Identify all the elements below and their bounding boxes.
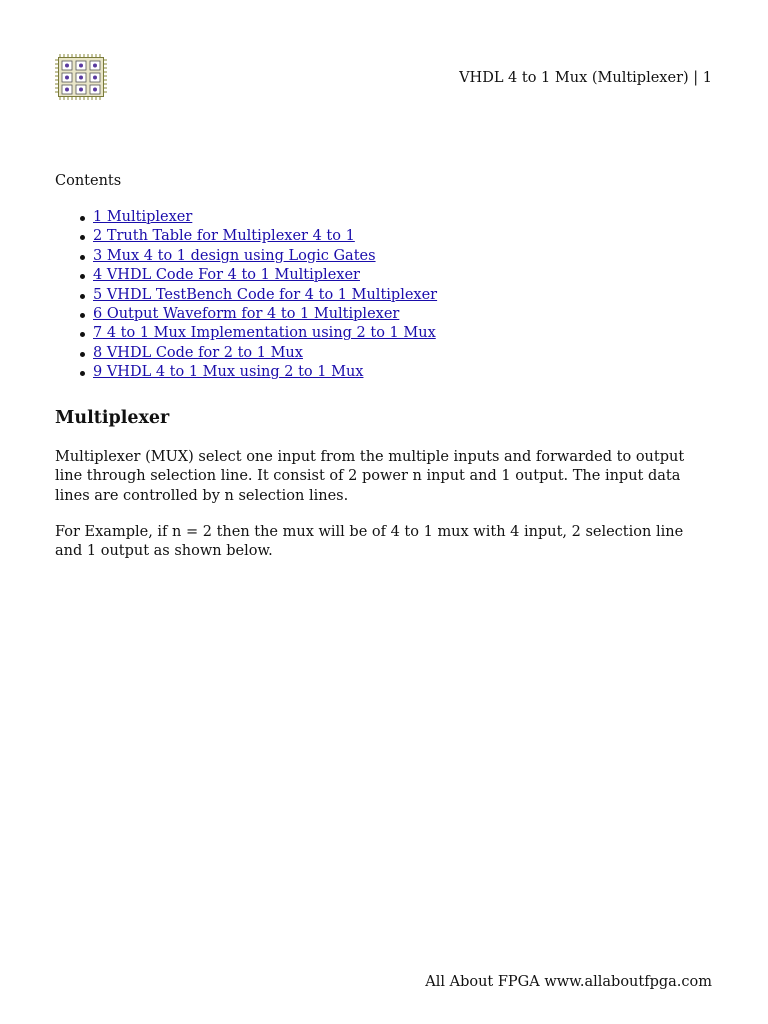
toc-link-waveform[interactable]: 6 Output Waveform for 4 to 1 Multiplexer: [93, 306, 400, 323]
toc-item: [93, 247, 437, 266]
contents-heading: Contents: [55, 173, 122, 189]
body-paragraph: Multiplexer (MUX) select one input from the multiple inputs and forwarded to output line through selection line. It consist of 2 power n input and 1 output. The input data lines are controlled by n selection lines.: [55, 449, 685, 504]
toc-link-logic-gates[interactable]: 3 Mux 4 to 1 design using Logic Gates: [93, 247, 376, 264]
toc-link-4-to-1-using-2-to-1[interactable]: 9 VHDL 4 to 1 Mux using 2 to 1 Mux: [93, 364, 364, 381]
toc-item: [93, 227, 437, 246]
toc-link-mux-implementation[interactable]: 7 4 to 1 Mux Implementation using 2 to 1 Mux: [93, 325, 436, 342]
fpga-chip-icon: [54, 53, 108, 101]
toc-item: [93, 344, 437, 363]
body-paragraph: For Example, if n = 2 then the mux will be of 4 to 1 mux with 4 input, 2 selection line and 1 output as shown below.: [55, 524, 684, 560]
page-footer: All About FPGA www.allaboutfpga.com: [425, 974, 712, 990]
toc-item: [93, 286, 437, 305]
page-header-title: VHDL 4 to 1 Mux (Multiplexer) | 1: [459, 70, 712, 86]
table-of-contents: [55, 208, 437, 383]
toc-item: [93, 305, 437, 324]
toc-item: [93, 324, 437, 343]
toc-link-truth-table[interactable]: 2 Truth Table for Multiplexer 4 to 1: [93, 228, 355, 245]
toc-item: [93, 363, 437, 382]
toc-link-multiplexer[interactable]: 1 Multiplexer: [93, 209, 193, 225]
toc-link-vhdl-code[interactable]: 4 VHDL Code For 4 to 1 Multiplexer: [93, 267, 360, 284]
toc-item: [93, 208, 437, 227]
section-heading: Multiplexer: [55, 408, 170, 428]
toc-link-testbench[interactable]: 5 VHDL TestBench Code for 4 to 1 Multiplexer: [93, 286, 438, 303]
toc-link-2-to-1-code[interactable]: 8 VHDL Code for 2 to 1 Mux: [93, 344, 303, 361]
toc-item: [93, 266, 437, 285]
